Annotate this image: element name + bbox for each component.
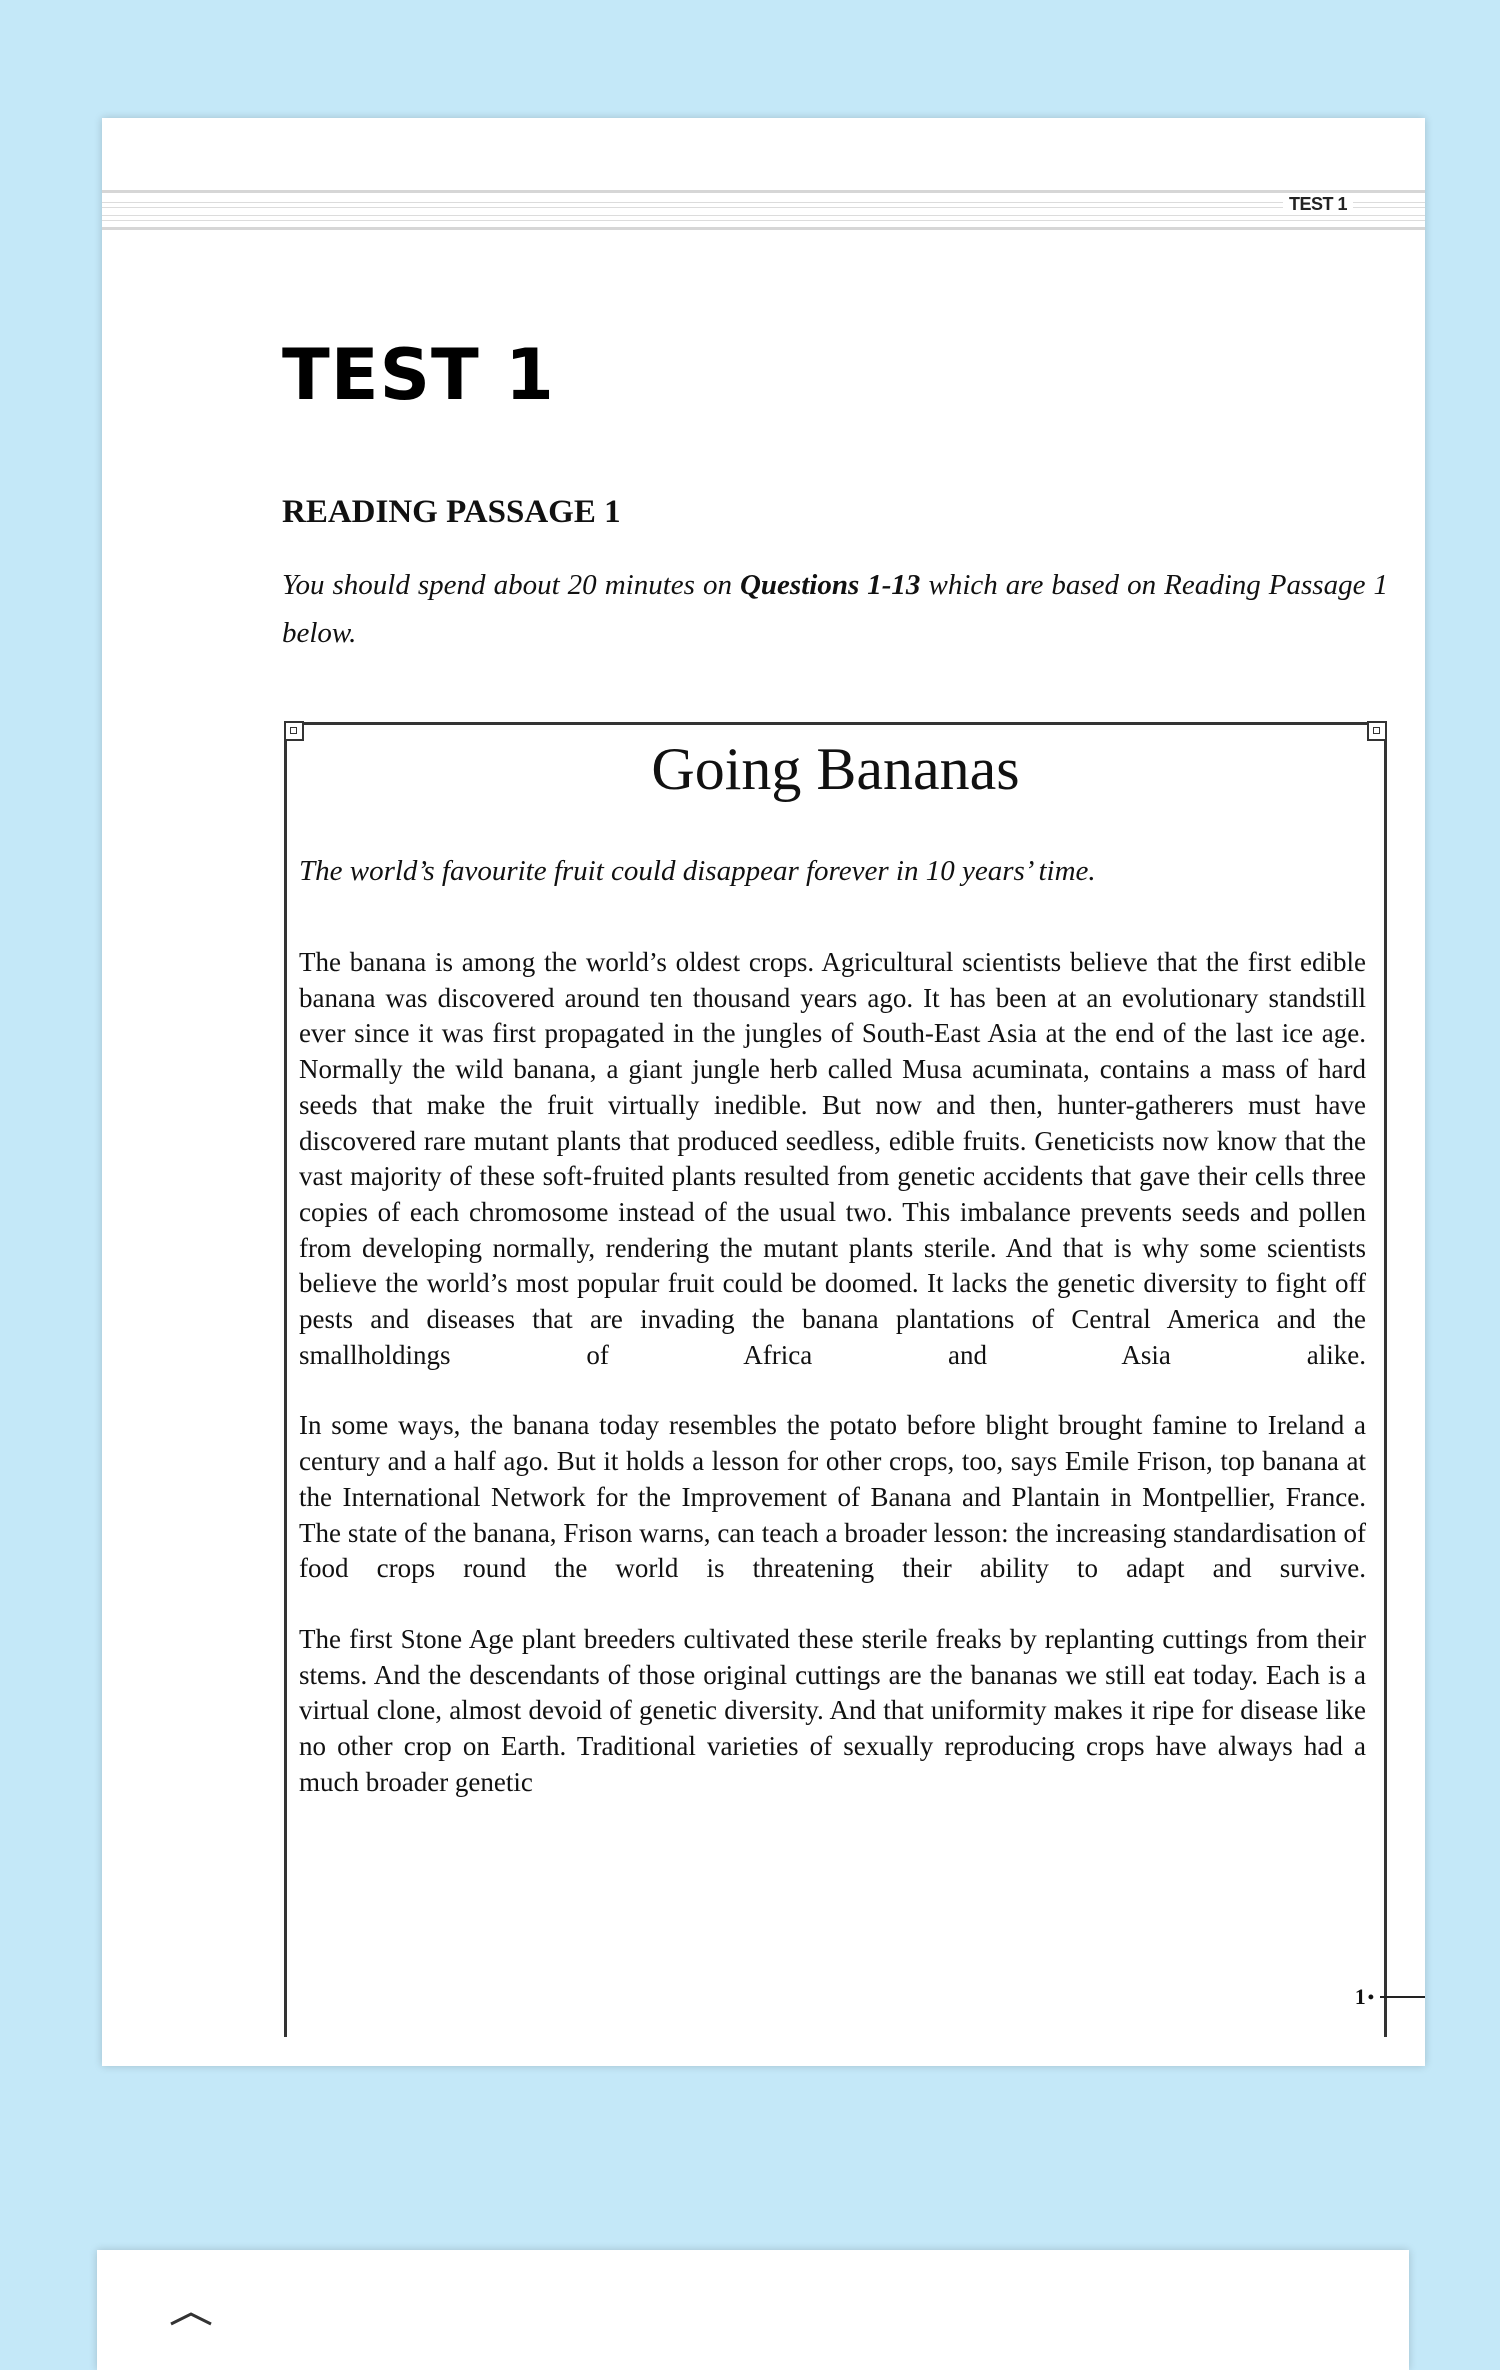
instruction-after: which are based on Reading Passage 1 below. [282,569,1388,649]
header-rule [102,190,1425,230]
passage-subtitle: The world’s favourite fruit could disappear forever in 10 years’ time. [299,855,1096,887]
passage-frame [284,722,1387,2037]
passage-paragraph: The first Stone Age plant breeders cultivated these sterile freaks by replanting cuttings from their stems. And the descendants of those original cuttings are the bananas we still eat today. Each is a virtual clone, almost devoid of genetic diversity. And that uniformity makes it ripe for disease like no other crop on Earth. Traditional varieties of sexually reproducing crops have always had a much broader genetic [299,1623,1366,1797]
page-number-rule [1380,1996,1425,1998]
passage-heading: READING PASSAGE 1 [282,494,621,530]
passage-paragraph: In some ways, the banana today resembles the potato before blight brought famine to Ireland a century and a half ago. But it holds a lesson for other crops, too, says Emile Frison, top banana at the International Network for the Improvement of Banana and Plantain in Montpellier, France. The state of the banana, Frison warns, can teach a broader lesson: the increasing standardisation of food crops round the world is threatening their ability to adapt and survive. [299,1410,1366,1584]
running-header: TEST 1 [1283,194,1353,215]
page-number-dot: • [1367,1986,1374,2007]
test-title: TEST 1 [282,334,555,416]
passage-title: Going Bananas [651,736,1020,802]
page-number-value: 1 [1354,1984,1366,2009]
instruction-before: You should spend about 20 minutes on [282,569,740,601]
page-number [1355,1984,1425,2010]
instruction-text [282,561,1388,657]
passage-paragraph: The banana is among the world’s oldest crops. Agricultural scientists believe that the first edible banana was discovered around ten thousand years ago. It has been at an evolutionary standstill ever since it was first propagated in the jungles of South-East Asia at the end of the last ice age. Normally the wild banana, a giant jungle herb called Musa acuminata, contains a mass of hard seeds that make the fruit virtually inedible. But now and then, hunter-gatherers must have discovered rare mutant plants that produced seedless, edible fruits. Geneticists now know that the vast majority of these soft-fruited plants resulted from genetic accidents that gave their cells three copies of each chromosome instead of the usual two. This imbalance prevents seeds and pollen from developing normally, rendering the mutant plants sterile. And that is why some scientists believe the world’s most popular fruit could be doomed. It lacks the genetic diversity to fight off pests and diseases that are invading the banana plantations of Central America and the smallholdings of Africa and Asia alike. [299,947,1366,1370]
instruction-questions: Questions 1-13 [739,569,921,601]
book-page [102,118,1425,2066]
next-page [97,2250,1409,2370]
passage-body [299,945,1366,1835]
